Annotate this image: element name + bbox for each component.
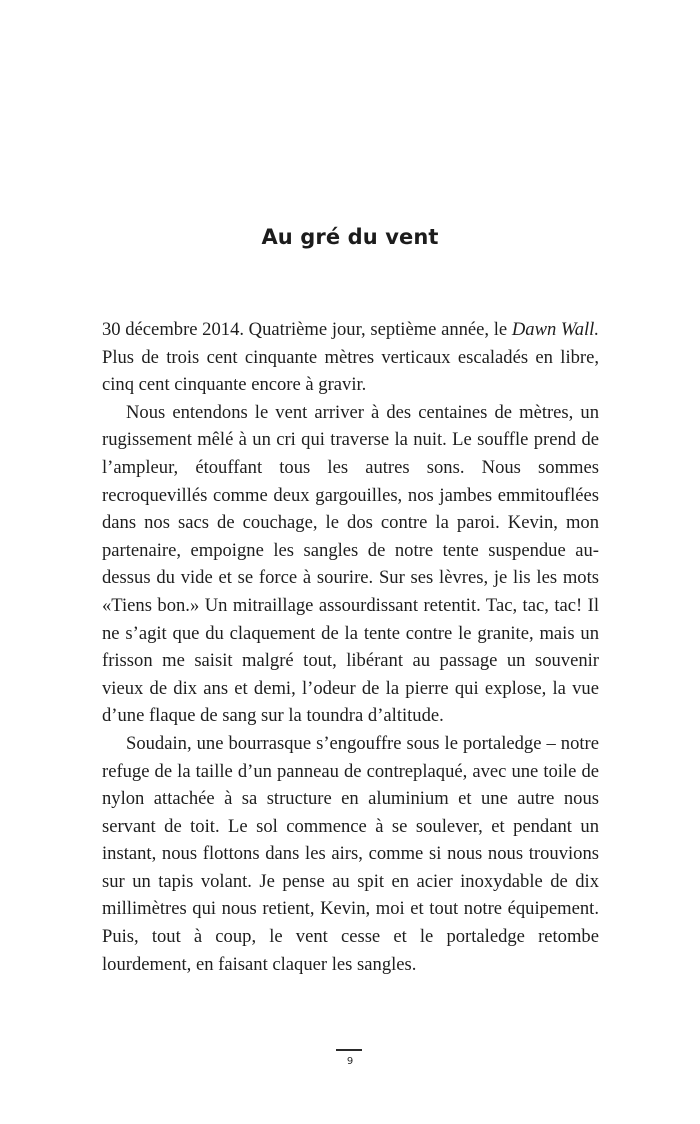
paragraph-wind: Nous entendons le vent arriver à des centaines de mètres, un rugissement mêlé à un cri qui traverse la nuit. Le souffle prend de l’ampleur, étouffant tous les autres sons. Nous sommes recroquevillés comme deux gargouilles, nos jambes emmitouflées dans nos sacs de couchage, le dos contre la paroi. Kevin, mon partenaire, empoigne les sangles de notre tente suspendue au-dessus du vide et se force à sourire. Sur ses lèvres, je lis les mots «Tiens bon.» Un mitraillage assourdissant retentit. Tac, tac, tac! Il ne s’agit que du claquement de la tente contre le granite, mais un frisson me saisit malgré tout, libérant au passage un souvenir vieux de dix ans et demi, l’odeur de la pierre qui explose, la vue d’une flaque de sang sur la toundra d’altitude.: [102, 401, 599, 727]
paragraph-gust: Soudain, une bourrasque s’engouffre sous le portaledge – notre refuge de la taille d’un panneau de contreplaqué, avec une toile de nylon attachée à sa structure en aluminium et une autre nous servant de toit. Le sol commence à se soulever, et pendant un instant, nous flottons dans les airs, comme si nous nous trouvions sur un tapis volant. Je pense au spit en acier inoxydable de dix millimètres qui nous retient, Kevin, moi et tout notre équipement. Puis, tout à coup, le vent cesse et le portaledge retombe lourdement, en faisant claquer les sangles.: [102, 732, 599, 975]
chapter-body: [102, 316, 599, 978]
page-number-rule: [336, 1049, 362, 1051]
book-title-emphasis: Dawn Wall.: [511, 319, 599, 340]
paragraph-opening: [102, 316, 599, 399]
paragraph-opening-rest: Plus de trois cent cinquante mètres verticaux escaladés en libre, cinq cent cinquante encore à gravir.: [102, 346, 599, 396]
paragraph-opening-lead: 30 décembre 2014. Quatrième jour, septième année, le: [102, 319, 512, 340]
page-number: 9: [346, 1056, 354, 1067]
chapter-title: Au gré du vent: [261, 225, 439, 249]
